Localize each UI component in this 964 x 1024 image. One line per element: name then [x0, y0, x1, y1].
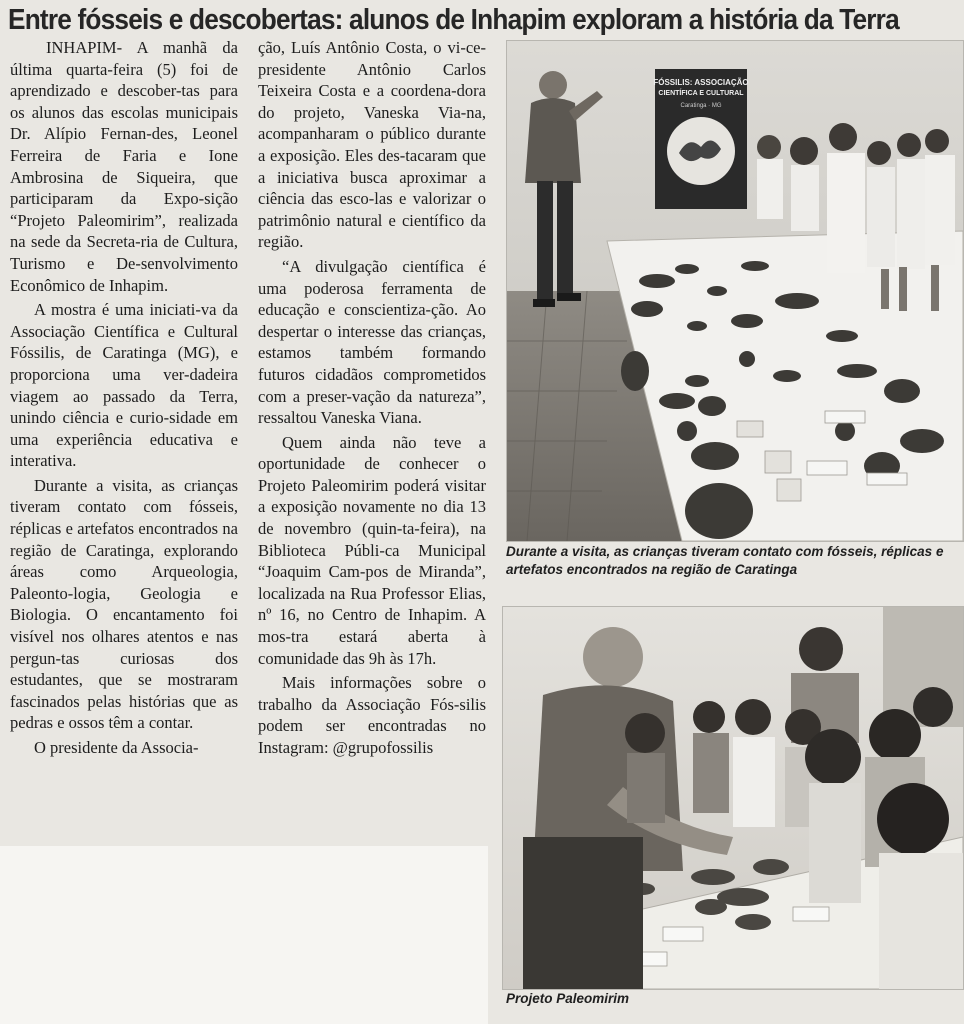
photo-caption-2: Projeto Paleomirim — [506, 991, 630, 1006]
banner-place: Caratinga · MG — [680, 103, 722, 109]
paragraph: ção, Luís Antônio Costa, o vi-ce-presidente Antônio Carlos Teixeira Costa e a coordena-dora do projeto, Vaneska Via-na, acompanharam o público durante a exposição. Eles des-tacaram que a iniciativa busca aproximar a ciência das esco-las e valorizar o patrimônio natural e científico da região. — [258, 38, 486, 252]
dateline: INHAPIM- — [46, 38, 123, 57]
paragraph — [10, 37, 238, 296]
photo-exhibition — [506, 40, 964, 542]
exhibit-banner — [653, 69, 748, 209]
paragraph: Quem ainda não teve a oportunidade de conhecer o Projeto Paleomirim poderá visitar a exposição novamente no dia 13 de novembro (quin-ta-feira), na Biblioteca Públi-ca Municipal “Joaquim Cam-pos de Miranda”, localizada na Rua Professor Elias, nº 16, no Centro de Inhapim. A mos-tra estará aberta à comunidade das 9h às 17h. — [258, 432, 486, 668]
paragraph: Durante a visita, as crianças tiveram contato com fósseis, réplicas e artefatos encontrados na região de Caratinga, explorando áreas como Arqueologia, Paleonto-logia, Geologia e Biologia. O encantamento foi visível nos olhares atentos e nas pergun-tas curiosas dos estudantes, que se mostraram fascinados pelas histórias que as pedras e ossos têm a contar. — [10, 475, 238, 733]
paragraph: O presidente da Associa- — [34, 738, 199, 757]
paragraph: “A divulgação científica é uma poderosa ferramenta de educação e conscientiza-ção. Ao despertar o interesse das crianças, estamos também formando futuros cidadãos comprometidos com a preser-vação da natureza”, ressaltou Vaneska Viana. — [258, 256, 486, 428]
paragraph: A mostra é uma iniciati-va da Associação Científica e Cultural Fóssilis, de Caratinga (MG), e proporciona uma ver-dadeira viagem ao passado da Terra, unindo ciência e curio-sidade em uma experiência educativa e interativa. — [10, 300, 238, 471]
article-column-1 — [10, 37, 238, 759]
paragraph-text: A manhã da última quarta-feira (5) foi de aprendizado e descober-tas para os alunos das escolas municipais Dr. Alípio Fernan-des, Leonel Ferreira de Faria e Ione Ambrosina de Siqueira, que participaram da Expo-sição “Projeto Paleomirim”, realizada na sede da Secreta-ria de Cultura, Turismo e De-senvolvimento Econômico de Inhapim. — [10, 38, 239, 295]
banner-title: FÓSSILIS: ASSOCIAÇÃO — [653, 78, 749, 87]
banner-subtitle: CIENTÍFICA E CULTURAL — [658, 90, 744, 97]
photo-caption-1: Durante a visita, as crianças tiveram contato com fósseis, réplicas e artefatos encontrados na região de Caratinga — [506, 544, 944, 577]
blank-scan-area — [0, 846, 488, 1024]
paragraph: Mais informações sobre o trabalho da Associação Fós-silis podem ser encontradas no Instagram: @grupofossilis — [258, 673, 486, 757]
article-column-2 — [258, 37, 486, 759]
headline: Entre fósseis e descobertas: alunos de Inhapim exploram a história da Terra — [8, 4, 899, 36]
photo-presentation — [502, 606, 964, 990]
